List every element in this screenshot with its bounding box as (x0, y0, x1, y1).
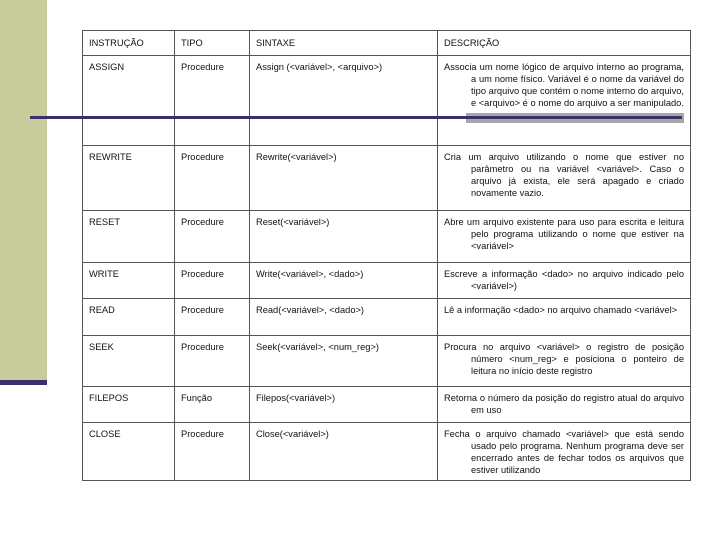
table-row (83, 387, 691, 423)
cell-tipo: Procedure (175, 56, 250, 146)
descricao-text: Fecha o arquivo chamado <variável> que está sendo usado pelo programa. Nenhum programa deve ser encerrado antes de fechar todos os arquivos que estiver utilizando (444, 429, 684, 475)
header-sintaxe: SINTAXE (250, 31, 438, 56)
cell-instrucao: READ (83, 299, 175, 336)
cell-instrucao: RESET (83, 211, 175, 263)
table-row (83, 423, 691, 481)
cell-descricao (438, 211, 691, 263)
cell-sintaxe: Assign (<variável>, <arquivo>) (250, 56, 438, 146)
descricao-text: Lê a informação <dado> no arquivo chamado <variável> (444, 305, 678, 315)
header-tipo: TIPO (175, 31, 250, 56)
cell-tipo: Procedure (175, 336, 250, 387)
table-row (83, 336, 691, 387)
table-row (83, 263, 691, 299)
cell-tipo: Procedure (175, 146, 250, 211)
cell-descricao (438, 387, 691, 423)
descricao-text: Procura no arquivo <variável> o registro de posição número <num_reg> e posiciona o ponteiro de leitura no início deste registro (444, 342, 684, 376)
side-accent-bar (0, 0, 47, 380)
cell-sintaxe: Rewrite(<variável>) (250, 146, 438, 211)
cell-tipo: Procedure (175, 299, 250, 336)
cell-descricao (438, 146, 691, 211)
descricao-text: Escreve a informação <dado> no arquivo indicado pelo <variável>) (444, 269, 684, 291)
cell-instrucao: WRITE (83, 263, 175, 299)
table-row (83, 146, 691, 211)
side-accent-bar-bottom (0, 380, 47, 385)
cell-sintaxe: Reset(<variável>) (250, 211, 438, 263)
cell-descricao (438, 423, 691, 481)
cell-sintaxe: Close(<variável>) (250, 423, 438, 481)
cell-instrucao: FILEPOS (83, 387, 175, 423)
cell-sintaxe: Seek(<variável>, <num_reg>) (250, 336, 438, 387)
cell-sintaxe: Read(<variável>, <dado>) (250, 299, 438, 336)
descricao-text: Cria um arquivo utilizando o nome que estiver no parâmetro ou na variável <variável>. Caso o arquivo já exista, ele será apagado e criado novamente vazio. (444, 152, 684, 198)
cell-instrucao: ASSIGN (83, 56, 175, 146)
cell-instrucao: SEEK (83, 336, 175, 387)
header-instrucao: INSTRUÇÃO (83, 31, 175, 56)
cell-instrucao: CLOSE (83, 423, 175, 481)
table-header-row (83, 31, 691, 56)
cell-descricao (438, 56, 691, 146)
cell-sintaxe: Write(<variável>, <dado>) (250, 263, 438, 299)
cell-descricao (438, 299, 691, 336)
cell-sintaxe: Filepos(<variável>) (250, 387, 438, 423)
cell-tipo: Procedure (175, 211, 250, 263)
cell-instrucao: REWRITE (83, 146, 175, 211)
descricao-text: Associa um nome lógico de arquivo interno ao programa, a um nome físico. Variável é o nome da variável do tipo arquivo que contém o nome interno do arquivo, e <arquivo> é o nome do arquivo a ser manipulado. (444, 62, 684, 108)
cell-tipo: Função (175, 387, 250, 423)
descricao-text: Retorna o número da posição do registro atual do arquivo em uso (444, 393, 684, 415)
table-row (83, 56, 691, 146)
cell-descricao (438, 336, 691, 387)
cell-tipo: Procedure (175, 263, 250, 299)
horizontal-rule (30, 116, 682, 119)
header-descricao: DESCRIÇÃO (438, 31, 691, 56)
cell-tipo: Procedure (175, 423, 250, 481)
descricao-text: Abre um arquivo existente para uso para escrita e leitura pelo programa utilizando o nome que estiver na <variável> (444, 217, 684, 251)
cell-descricao (438, 263, 691, 299)
instructions-table (82, 30, 691, 481)
table-row (83, 211, 691, 263)
table-row (83, 299, 691, 336)
